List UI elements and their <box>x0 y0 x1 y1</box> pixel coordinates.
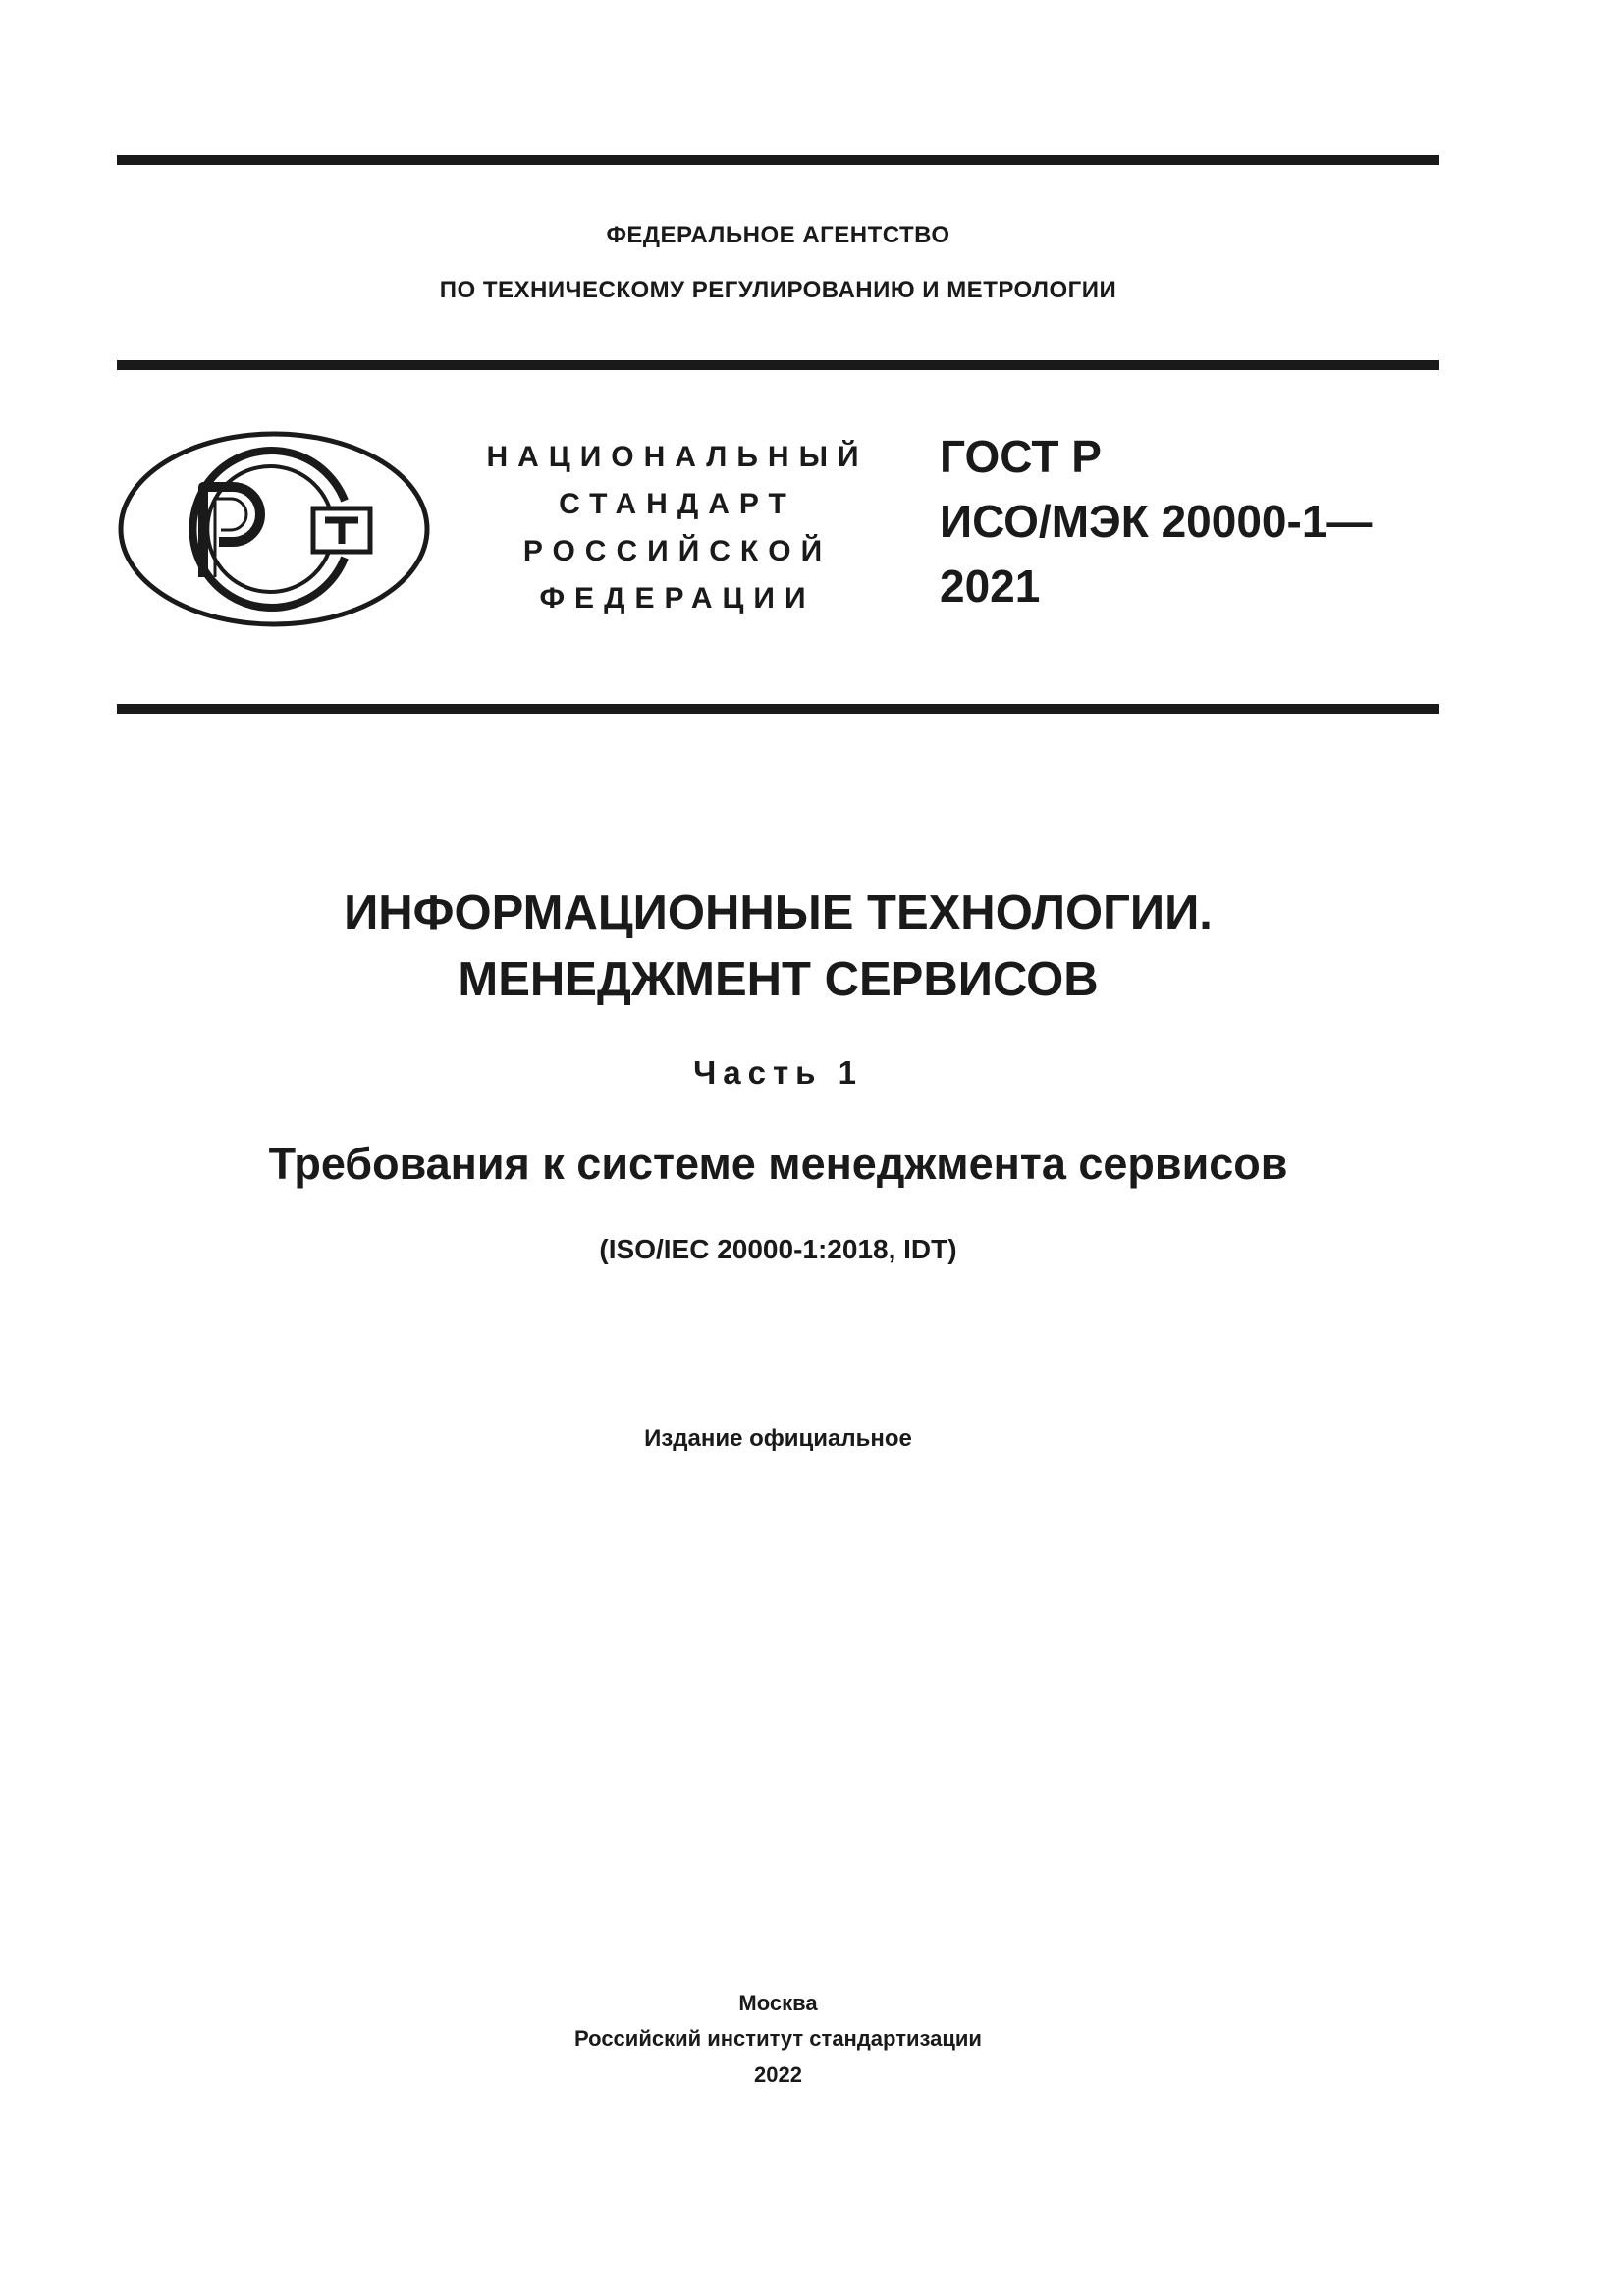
gost-line-1: ГОСТ Р <box>940 431 1102 482</box>
national-line-1: НАЦИОНАЛЬНЫЙ <box>486 441 869 473</box>
document-title-line-2: МЕНЕДЖМЕНТ СЕРВИСОВ <box>458 953 1099 1006</box>
edition-label: Издание официальное <box>644 1425 912 1452</box>
national-line-4: ФЕДЕРАЦИИ <box>539 582 816 614</box>
part-number: Часть 1 <box>693 1054 863 1091</box>
top-rule <box>117 155 1439 165</box>
publisher-city: Москва <box>738 1991 818 2015</box>
publisher-name: Российский институт стандартизации <box>574 2026 982 2051</box>
gost-line-2: ИСО/МЭК 20000-1— <box>940 496 1373 547</box>
bottom-rule <box>117 704 1439 714</box>
agency-line-1: ФЕДЕРАЛЬНОЕ АГЕНТСТВО <box>606 222 950 248</box>
rst-mark-icon <box>117 430 432 629</box>
iso-reference: (ISO/IEC 20000-1:2018, IDT) <box>599 1234 957 1264</box>
publication-year: 2022 <box>754 2062 802 2087</box>
document-title-line-1: ИНФОРМАЦИОННЫЕ ТЕХНОЛОГИИ. <box>344 886 1213 939</box>
middle-rule <box>117 360 1439 370</box>
national-line-2: СТАНДАРТ <box>559 488 796 520</box>
gost-designation <box>940 424 1372 618</box>
gost-line-3: 2021 <box>940 561 1041 612</box>
national-standard-label <box>461 434 893 622</box>
national-line-3: РОССИЙСКОЙ <box>522 535 833 567</box>
document-subtitle: Требования к системе менеджмента сервисов <box>268 1139 1288 1189</box>
agency-line-2: ПО ТЕХНИЧЕСКОМУ РЕГУЛИРОВАНИЮ И МЕТРОЛОГИИ <box>439 277 1117 303</box>
